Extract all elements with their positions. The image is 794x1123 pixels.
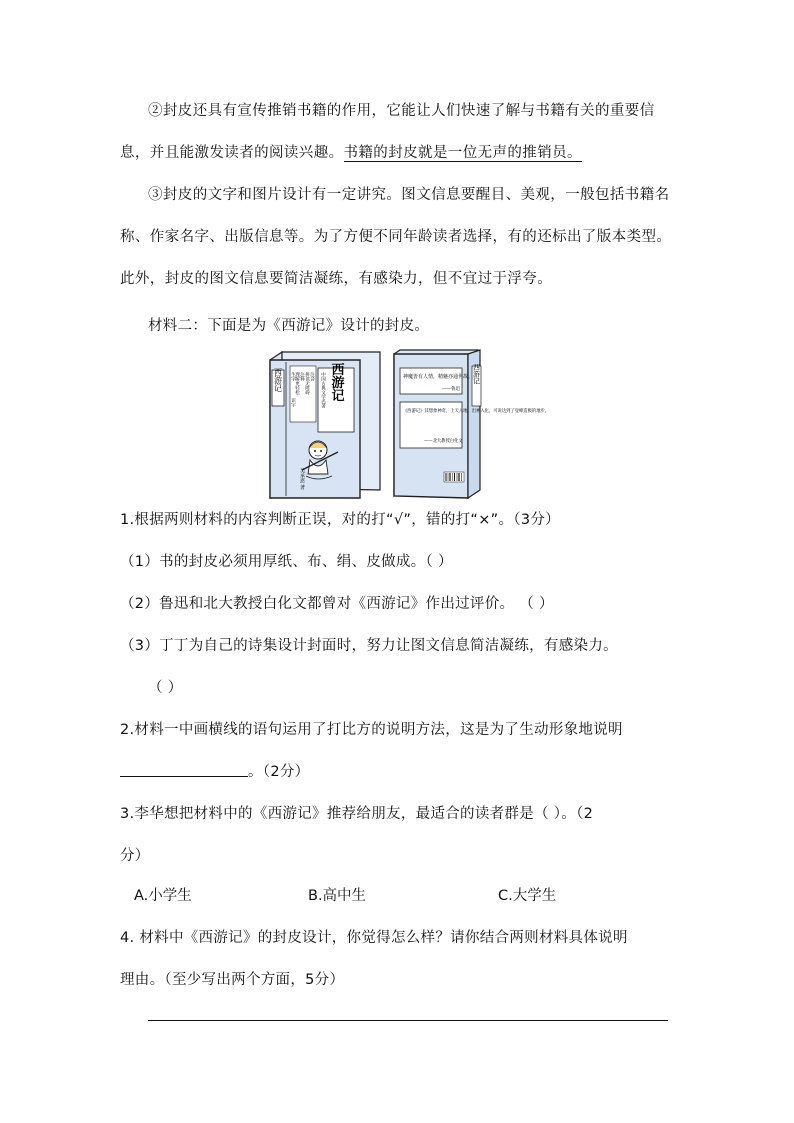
right-cover-quote2-source: ——北大教授白化文 <box>424 439 463 444</box>
question-3-option-a[interactable]: A.小学生 <box>134 888 192 904</box>
book-covers-illustration <box>268 350 550 500</box>
left-spine-title: 西游记 <box>273 368 283 392</box>
right-spine-title: 西游记 <box>472 363 481 385</box>
right-cover-quote2: 《西游记》其想象神奇，上天入地，出神入化，可说达到了登峰造极的地步。 <box>403 409 550 414</box>
question-1-item-3-blank: （ ） <box>148 680 183 696</box>
left-cover-author: 吴承恩 著 <box>299 468 305 490</box>
question-2-answer-line[interactable] <box>120 776 248 777</box>
barcode-icon <box>444 472 464 482</box>
question-4-answer-line[interactable] <box>148 1020 668 1021</box>
question-4: 4. 材料中《西游记》的封皮设计，你觉得怎么样？请你结合两则材料具体说明 <box>120 930 628 946</box>
left-cover-col6: 识字 <box>290 398 296 407</box>
question-2: 2.材料一中画横线的语句运用了打比方的说明方法，这是为了生动形象地说明 <box>120 722 623 738</box>
question-3-option-b[interactable]: B.高中生 <box>308 888 367 904</box>
question-1-item-3: （3）丁丁为自己的诗集设计封面时，努力让图文信息简洁凝练，有感染力。 <box>120 638 618 654</box>
left-cover-col4: 理解更轻松 <box>294 372 300 395</box>
right-cover-quote1: 神魔皆有人情，精魅亦通世故。 <box>403 374 474 380</box>
material1-paragraph-3: ③封皮的文字和图片设计有一定讲究。图文信息要醒目、美观，一般包括书籍名称、作家名字、出版信息等。为了方便不同年龄读者选择，有的还标出了版本类型。此外，封皮的图文信息要简洁凝练，有感染力，但不宜过于浮夸。 <box>120 187 672 287</box>
material1-paragraph-2 <box>120 90 680 174</box>
question-3-continued: 分） <box>120 848 150 864</box>
right-book-cover <box>394 350 549 498</box>
question-4-continued: 理由。（至少写出两个方面，5分） <box>120 972 345 988</box>
left-cover-col5: 生字 <box>290 372 296 381</box>
question-3: 3.李华想把材料中的《西游记》推荐给朋友，最适合的读者群是（ ）。（2 <box>120 806 594 822</box>
left-cover-col3: 注释 <box>299 372 305 381</box>
underlined-sentence: 书籍的封皮就是一位无声的推销员。 <box>343 145 582 161</box>
question-2-end: 。（2分） <box>248 764 310 780</box>
material2-intro: 材料二：下面是为《西游记》设计的封皮。 <box>148 318 430 334</box>
left-cover-col1: 注音 <box>309 372 315 381</box>
question-1-item-2: （2）鲁迅和北大教授白化文都曾对《西游记》作出过评价。 （ ） <box>120 596 554 612</box>
left-cover-subtitle: 中国古典文学名著 <box>320 372 326 408</box>
left-cover-title: 西游记 <box>328 362 344 402</box>
left-book-cover <box>270 352 380 498</box>
paragraph-2-text: ②封皮还具有宣传推销书籍的作用，它能让人们快速了解与书籍有关的重要信息，并且能激发读者的阅读兴趣。 <box>120 103 655 161</box>
left-cover-col2: 拼读无障碍 <box>304 372 310 395</box>
right-cover-quote1-source: ——鲁迅 <box>442 387 460 392</box>
question-1: 1.根据两则材料的内容判断正误，对的打“√”，错的打“×”。（3分） <box>120 512 560 528</box>
question-1-item-1: （1）书的封皮必须用厚纸、布、绢、皮做成。（ ） <box>120 554 453 570</box>
question-3-option-c[interactable]: C.大学生 <box>498 888 557 904</box>
